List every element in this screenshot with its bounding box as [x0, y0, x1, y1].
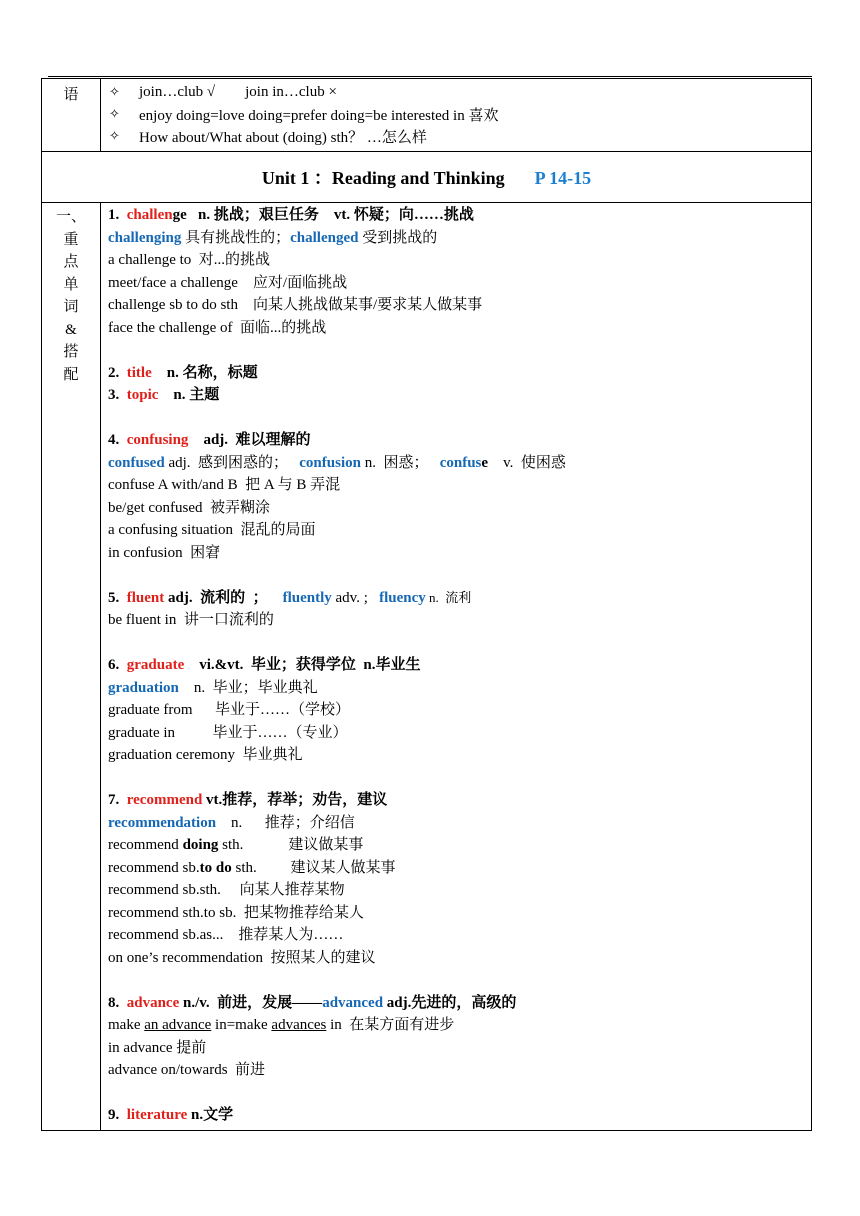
diamond-star-icon: ✧	[109, 84, 120, 100]
phrase-line: graduation ceremony 毕业典礼	[108, 747, 303, 763]
bullet-text: How about/What about (doing) sth？ …怎么样	[139, 129, 427, 146]
bullet-item	[101, 81, 811, 103]
heading-pages: P 14-15	[534, 168, 592, 188]
phrase-line: make an advance in=make advances in 在某方面有进步	[108, 1017, 455, 1033]
entry-headline: 9. literature n.文学	[108, 1107, 234, 1123]
entry-headline: 4. confusing adj. 难以理解的	[108, 432, 311, 448]
section-heading	[42, 152, 812, 203]
phrase-line: a confusing situation 混乱的局面	[108, 522, 316, 538]
phrase-line: recommend sb.to do sth. 建议某人做某事	[108, 859, 396, 876]
phrase-line: meet/face a challenge 应对/面临挑战	[108, 274, 348, 291]
phrase-line: advance on/towards 前进	[108, 1062, 266, 1078]
derivative-line: confused adj. 感到困惑的； confusion n. 困惑； confuse v. 使困惑	[108, 454, 566, 471]
derivative-line: recommendation n. 推荐；介绍信	[108, 814, 355, 831]
phrase-line: be/get confused 被弄糊涂	[108, 499, 271, 516]
diamond-star-icon: ✧	[109, 128, 120, 144]
phrase-line: face the challenge of 面临...的挑战	[108, 319, 327, 336]
derivative-line: challenging 具有挑战性的；challenged 受到挑战的	[108, 229, 438, 246]
phrase-line: challenge sb to do sth 向某人挑战做某事/要求某人做某事	[108, 297, 483, 313]
bullet-cell	[101, 79, 812, 152]
entry-headline: 8. advance n./v. 前进，发展——advanced adj.先进的，高级的	[108, 994, 517, 1011]
phrase-line: recommend doing sth. 建议做某事	[108, 837, 364, 853]
top-rule	[48, 76, 812, 77]
entry-headline: 5. fluent adj. 流利的 ； fluently adv. ; fluency n. 流利	[108, 589, 472, 606]
bullet-item	[101, 103, 811, 125]
vocab-table	[41, 78, 812, 1131]
diamond-star-icon: ✧	[109, 106, 120, 122]
table-row	[42, 203, 812, 1131]
phrase-line: confuse A with/and B 把 A 与 B 弄混	[108, 477, 341, 493]
phrase-line: on one’s recommendation 按照某人的建议	[108, 949, 376, 966]
phrase-line: graduate in 毕业于……（专业）	[108, 724, 348, 741]
phrase-line: be fluent in 讲一口流利的	[108, 612, 274, 628]
side-label: 一、 重 点 单 词 & 搭 配	[42, 203, 101, 1131]
bullet-item	[101, 125, 811, 147]
phrase-line: in confusion 困窘	[108, 544, 221, 561]
phrase-line: graduate from 毕业于……（学校）	[108, 702, 351, 718]
phrase-line: recommend sb.sth. 向某人推荐某物	[108, 882, 345, 898]
phrase-line: recommend sb.as... 推荐某人为……	[108, 927, 344, 943]
entry-headline: 7. recommend vt.推荐，荐举；劝告，建议	[108, 792, 388, 808]
table-row	[42, 152, 812, 203]
vocab-content	[101, 203, 812, 1131]
bullet-text: join…club √ join in…club ×	[139, 83, 337, 100]
derivative-line: graduation n. 毕业；毕业典礼	[108, 679, 318, 696]
phrase-line: recommend sth.to sb. 把某物推荐给某人	[108, 904, 364, 921]
entry-headline: 3. topic n. 主题	[108, 387, 220, 403]
entry-headline: 6. graduate vi.&vt. 毕业；获得学位 n.毕业生	[108, 657, 421, 673]
phrase-line: in advance 提前	[108, 1039, 207, 1056]
entry-headline: 2. title n. 名称，标题	[108, 364, 258, 381]
phrase-line: a challenge to 对...的挑战	[108, 252, 271, 268]
row-label: 语	[42, 79, 101, 152]
entry-headline: 1. challenge n. 挑战；艰巨任务 vt. 怀疑；向……挑战	[108, 207, 474, 223]
heading-title: Unit 1 ：Reading and Thinking	[261, 168, 505, 188]
table-row	[42, 79, 812, 152]
bullet-text: enjoy doing=love doing=prefer doing=be interested in 喜欢	[139, 107, 499, 124]
